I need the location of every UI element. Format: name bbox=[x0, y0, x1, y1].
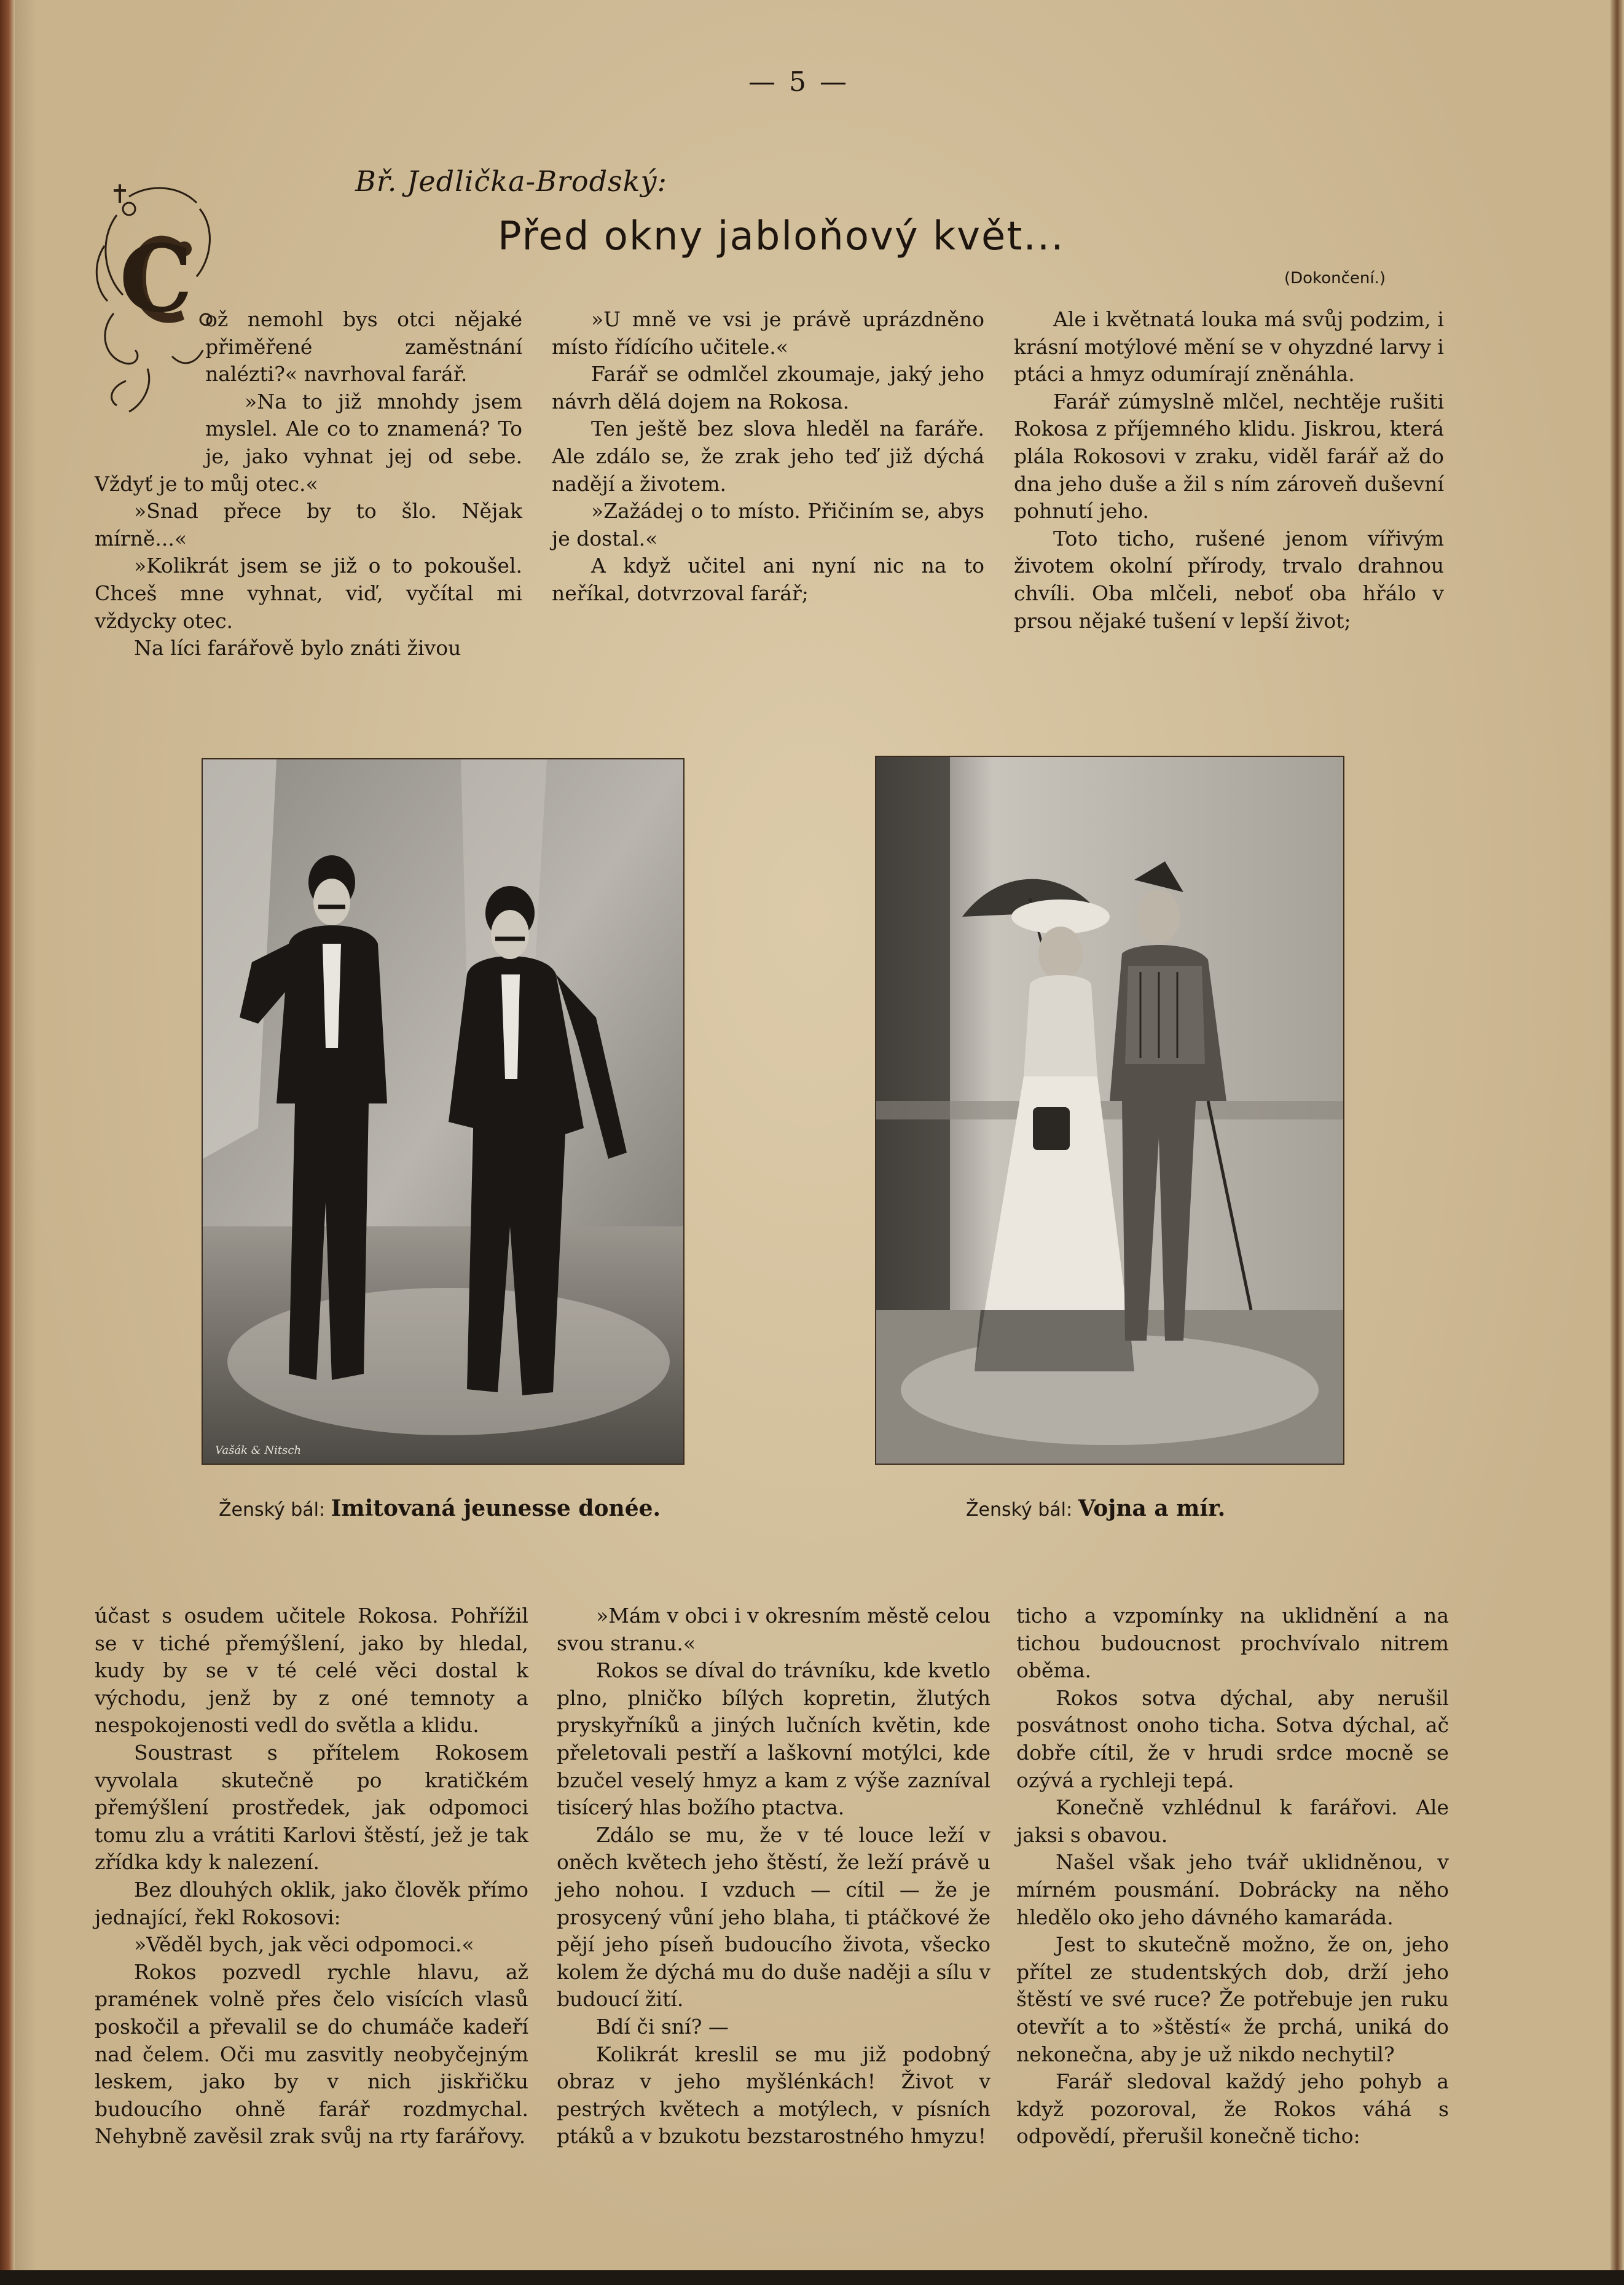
caption-title: Vojna a mír. bbox=[1078, 1495, 1226, 1521]
text-column-2 bbox=[552, 306, 984, 608]
paragraph: Farář se odmlčel zkoumaje, jaký jeho návrh dělá dojem na Rokosa. bbox=[552, 362, 984, 413]
paragraph: účast s osudem učitele Rokosa. Pohřížil se v tiché přemýšlení, jako by hledal, kudy by se v té celé věci dostal k východu, jenž by z oné temnoty a nespokojenosti vedl do světla a klidu. bbox=[95, 1604, 528, 1738]
paragraph: Soustrast s přítelem Rokosem vyvolala skutečně po kratičkém přemýšlení prostředek, jak odpomoci tomu zlu a vrátiti Karlovi štěstí, jež je tak zřídka kdy k nalezení. bbox=[95, 1740, 528, 1875]
text-column-5 bbox=[557, 1602, 990, 2150]
paragraph: »Snad přece by to šlo. Nějak mírně...« bbox=[95, 499, 522, 551]
paragraph: Konečně vzhlédnul k farářovi. Ale jaksi s obavou. bbox=[1016, 1795, 1449, 1847]
article-title: Před okny jabloňový květ... bbox=[498, 214, 1065, 259]
continued-note: (Dokončení.) bbox=[1284, 269, 1386, 288]
photo-vojna-a-mir bbox=[875, 756, 1344, 1465]
paragraph: Rokos pozvedl rychle hlavu, až pramének volně přes čelo visících vlasů poskočil a převalil se do chumáče kadeří nad čelem. Oči mu zasvitly neobyčejným leskem, jako by v nich jiskřičku budoucího ohně farář rozdmychal. Nehybně zavěsil zrak svůj na rty farářovy. bbox=[95, 1959, 528, 2149]
paragraph: Ten ještě bez slova hleděl na faráře. Ale zdálo se, že zrak jeho teď již dýchá nadějí a životem. bbox=[552, 417, 984, 496]
paragraph: Farář zúmyslně mlčel, nechtěje rušiti Rokosa z příjemného klidu. Jiskrou, která plála Rokosovi v zraku, viděl farář až do dna jeho duše a žil s ním zároveň duševní pohnutí jeho. bbox=[1014, 389, 1444, 523]
paragraph: Farář sledoval každý jeho pohyb a když pozoroval, že Rokos váhá s odpovědí, přerušil konečně ticho: bbox=[1016, 2069, 1449, 2149]
paragraph: A když učitel ani nyní nic na to neříkal, dotvrzoval farář; bbox=[552, 554, 984, 605]
paragraph: Rokos sotva dýchal, aby nerušil posvátnost onoho ticha. Sotva dýchal, ač dobře cítil, že v hrudi srdce mocně se ozývá a rychleji tepá. bbox=[1016, 1685, 1449, 1792]
photo-imitovana-jeunesse bbox=[202, 758, 685, 1465]
text-column-6 bbox=[1016, 1602, 1449, 2150]
photo-caption-2 bbox=[966, 1495, 1225, 1521]
page-binding bbox=[0, 0, 15, 2285]
paragraph: »U mně ve vsi je právě uprázdněno místo řídícího učitele.« bbox=[552, 307, 984, 359]
initial-letter: C bbox=[119, 225, 193, 333]
paragraph: Kolikrát kreslil se mu již podobný obraz v jeho myšlénkách! Život v pestrých květech a motýlech, v písních ptáků a v bzukotu bezstarostného hmyzu! bbox=[557, 2042, 990, 2149]
paragraph: Zdálo se mu, že v té louce leží v oněch květech jeho štěstí, že leží právě u jeho nohou. I vzduch — cítil — že je prosycený vůní jeho blaha, ti ptáčkové že pějí jeho píseň budoucího života, všecko kolem že dýchá mu do duše naději a sílu v budoucí žití. bbox=[557, 1822, 990, 2012]
caption-prefix: Ženský bál: bbox=[966, 1499, 1073, 1521]
photo-illustration bbox=[203, 759, 683, 1464]
caption-title: Imitovaná jeunesse donée. bbox=[331, 1495, 661, 1521]
page-number: — 5 — bbox=[748, 66, 849, 98]
text-column-3 bbox=[1014, 306, 1444, 635]
paragraph: »Kolikrát jsem se již o to pokoušel. Chceš mne vyhnat, viď, vyčítal mi vždycky otec. bbox=[95, 554, 522, 633]
paragraph: »Věděl bych, jak věci odpomoci.« bbox=[134, 1932, 474, 1957]
paragraph: Bez dlouhých oklik, jako člověk přímo jednající, řekl Rokosovi: bbox=[95, 1877, 528, 1929]
paragraph: »Na to již mnohdy jsem myslel. Ale co to znamená? To je, jako vyhnat jej od sebe. Vždyť je to můj otec.« bbox=[95, 389, 522, 496]
text-column-1 bbox=[95, 306, 522, 662]
photo-signature: Vašák & Nitsch bbox=[215, 1444, 302, 1457]
paragraph: Ale i květnatá louka má svůj podzim, i krásní motýlové mění se v ohyzdné larvy i ptáci a hmyz odumírají zněnáhla. bbox=[1014, 307, 1444, 386]
paragraph: »Zažádej o to místo. Přičiním se, abys je dostal.« bbox=[552, 499, 984, 551]
paragraph: ticho a vzpomínky na uklidnění a na tichou budoucnost prochvívalo nitrem oběma. bbox=[1016, 1604, 1449, 1683]
paragraph: Bdí či sní? — bbox=[596, 2014, 729, 2039]
paragraph: Rokos se díval do trávníku, kde kvetlo plno, plničko bílých kopretin, žlutých pryskyřníků a jiných lučních květin, kde přeletovali pestří a laškovní motýlci, kde bzučel veselý hmyz a kam z výše zazníval tisícerý hlas božího ptactva. bbox=[557, 1658, 990, 1820]
paragraph: Jest to skutečně možno, že on, jeho přítel ze studentských dob, drží jeho štěstí ve své ruce? Že potřebuje jen ruku otevřít a to »štěstí« že prchá, uniká do nekonečna, aby je už nikdo nechytil? bbox=[1016, 1932, 1449, 2066]
paragraph: Na líci farářově bylo znáti živou bbox=[134, 636, 461, 660]
paragraph: Našel však jeho tvář uklidněnou, v mírném pousmání. Dobrácky na něho hledělo oko jeho dávného kamaráda. bbox=[1016, 1850, 1449, 1929]
photo-caption-1 bbox=[219, 1495, 661, 1521]
paragraph: »Mám v obci i v okresním městě celou svou stranu.« bbox=[557, 1604, 990, 1655]
author-byline: Bř. Jedlička-Brodský: bbox=[355, 165, 668, 198]
page-edge-bottom bbox=[0, 2270, 1624, 2285]
caption-prefix: Ženský bál: bbox=[219, 1499, 326, 1521]
page-edge-right bbox=[1610, 0, 1624, 2285]
text-column-4 bbox=[95, 1602, 528, 2150]
photo-illustration bbox=[876, 757, 1343, 1464]
paragraph: ož nemohl bys otci nějaké přiměřené zaměstnání nalézti?« navrhoval farář. bbox=[205, 307, 522, 386]
paragraph: Toto ticho, rušené jenom vířivým životem okolní přírody, trvalo drahnou chvíli. Oba mlčeli, neboť oba hřálo v prsou nějaké tušení v lepší život; bbox=[1014, 526, 1444, 633]
